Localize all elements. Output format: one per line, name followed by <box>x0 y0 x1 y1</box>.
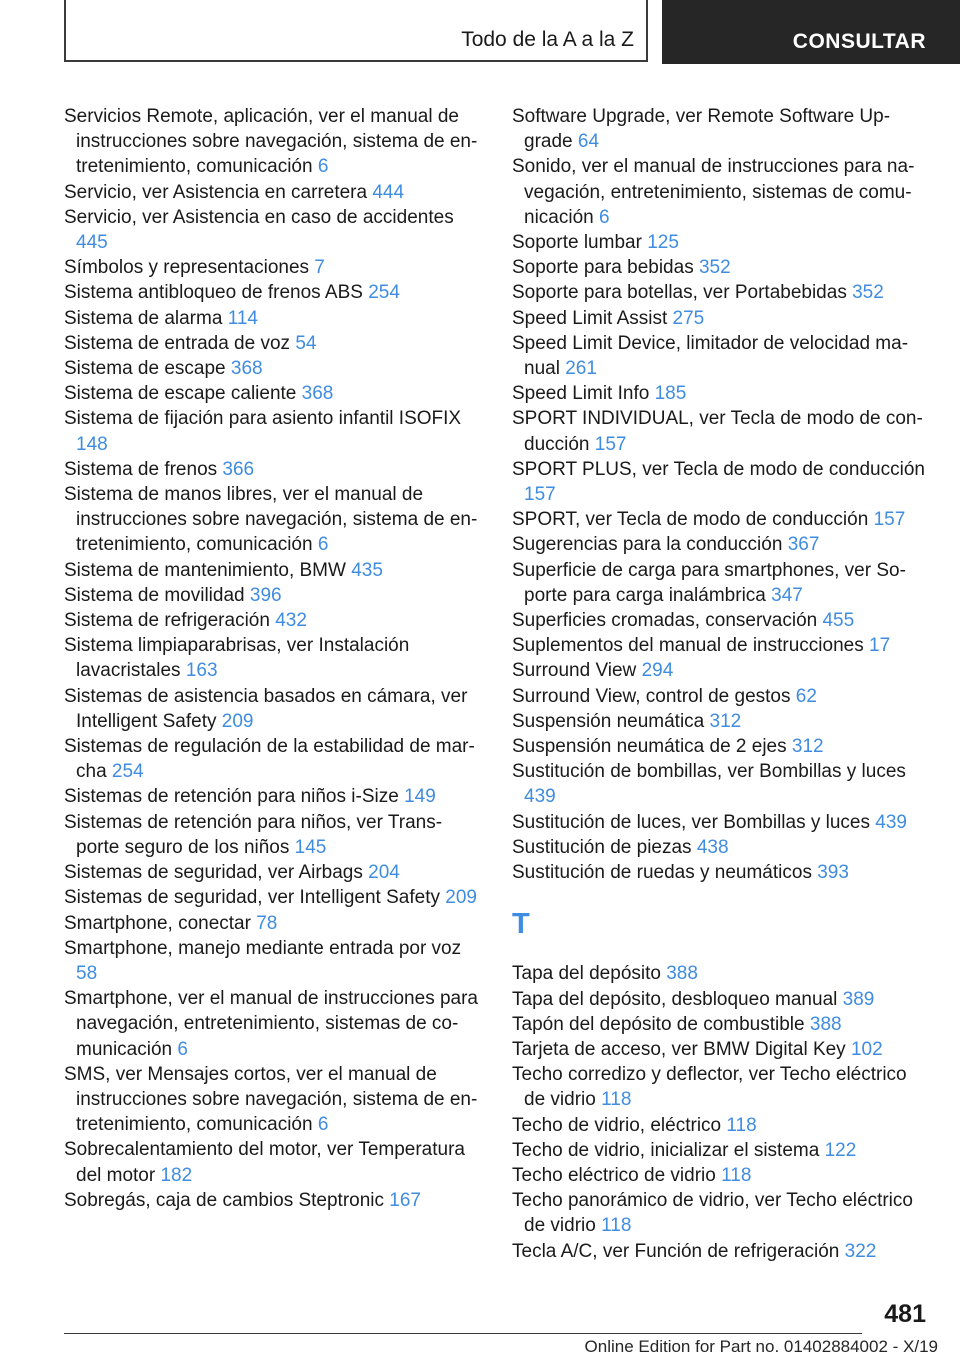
index-entry <box>512 331 930 381</box>
index-entry <box>512 759 930 809</box>
index-entry <box>512 1188 930 1238</box>
index-entry-text: Superficies cromadas, conservación <box>512 610 818 632</box>
page-reference-link[interactable]: 102 <box>850 1038 883 1060</box>
index-entry-text: Sustitución de bombillas, ver Bombillas y luces <box>512 761 906 783</box>
page-reference-link[interactable]: 78 <box>256 912 278 934</box>
page-reference-link[interactable]: 445 <box>76 232 108 254</box>
tab-a-to-z[interactable] <box>64 0 648 62</box>
index-entry <box>64 356 478 381</box>
index-entry-text: Sistema antibloqueo de frenos ABS <box>64 282 363 304</box>
index-entry <box>512 507 930 532</box>
index-entry-text: Sustitución de ruedas y neumáticos <box>512 862 812 884</box>
page-reference-link[interactable]: 438 <box>696 836 729 858</box>
page-reference-link[interactable]: 6 <box>317 1114 329 1136</box>
index-entry-text: Soporte lumbar <box>512 232 642 254</box>
index-entry-text: Servicios Remote, aplicación, ver el manual de instrucciones sobre navegación, sistema de entretenimiento, comunicación <box>64 106 478 178</box>
index-entry-text: Servicio, ver Asistencia en carretera <box>64 181 368 203</box>
page-reference-link[interactable]: 118 <box>726 1114 757 1136</box>
index-entry-text: Sistema limpiaparabrisas, ver Instalación lavacristales <box>64 635 410 682</box>
index-entry <box>512 306 930 331</box>
index-entry-text: SMS, ver Mensajes cortos, ver el manual de instrucciones sobre navegación, sistema de entretenimiento, comunicación <box>64 1063 478 1136</box>
index-entry-text: Símbolos y representaciones <box>64 257 310 279</box>
page-reference-link[interactable]: 54 <box>295 332 317 354</box>
page-reference-link[interactable]: 352 <box>852 282 884 304</box>
index-entry <box>512 381 930 406</box>
index-entry <box>64 280 478 305</box>
index-entry <box>64 255 478 280</box>
index-entry-text: Sistemas de regulación de la estabilidad de marcha <box>64 736 475 783</box>
index-entry <box>512 658 930 683</box>
index-entry-text: Software Upgrade, ver Remote Software Upgrade <box>512 106 891 153</box>
index-entry-text: Sustitución de luces, ver Bombillas y luces <box>512 811 870 833</box>
index-entry-text: Sistemas de seguridad, ver Airbags <box>64 862 363 884</box>
page-reference-link[interactable]: 347 <box>771 584 803 606</box>
index-entry <box>64 860 478 885</box>
index-entry-text: Sistema de mantenimiento, BMW <box>64 559 346 581</box>
page-reference-link[interactable]: 148 <box>76 433 108 455</box>
index-entry-text: Soporte para bebidas <box>512 257 694 279</box>
index-entry <box>512 1037 930 1062</box>
index-entry <box>512 987 930 1012</box>
page-reference-link[interactable]: 435 <box>351 559 383 581</box>
page-reference-link[interactable]: 114 <box>227 307 258 329</box>
page-reference-link[interactable]: 6 <box>317 534 329 556</box>
page-reference-link[interactable]: 6 <box>599 206 610 228</box>
index-entry-text: Techo panorámico de vidrio, ver Techo eléctrico de vidrio <box>512 1190 913 1237</box>
index-entry-text: Sistema de escape caliente <box>64 383 297 405</box>
page-reference-link[interactable]: 62 <box>795 685 817 707</box>
index-entry-text: Servicio, ver Asistencia en caso de accidentes <box>64 206 454 228</box>
page-reference-link[interactable]: 125 <box>647 232 679 254</box>
index-entry <box>64 331 478 356</box>
index-entry-text: Sistemas de retención para niños i-Size <box>64 786 399 808</box>
index-entry <box>64 104 478 180</box>
page-reference-link[interactable]: 322 <box>844 1240 877 1262</box>
index-entry-text: Suspensión neumática de 2 ejes <box>512 736 787 758</box>
index-entry <box>64 381 478 406</box>
index-entry <box>512 709 930 734</box>
index-entry-text: Techo corredizo y deflector, ver Techo eléctrico de vidrio <box>512 1064 907 1111</box>
index-entry-text: Speed Limit Assist <box>512 307 668 329</box>
page-reference-link[interactable]: 122 <box>824 1139 857 1161</box>
index-entry <box>64 306 478 331</box>
tab-consultar[interactable] <box>662 0 960 64</box>
page-reference-link[interactable]: 368 <box>301 383 334 405</box>
index-column-left <box>64 104 478 1213</box>
index-entry-text: Sistemas de asistencia basados en cámara, ver Intelligent Safety <box>64 685 468 732</box>
page-reference-link[interactable]: 439 <box>524 786 556 808</box>
index-entry-text: Surround View, control de gestos <box>512 685 791 707</box>
index-entry-text: Techo eléctrico de vidrio <box>512 1164 716 1186</box>
index-entry-text: Sistemas de seguridad, ver Intelligent Safety <box>64 887 440 909</box>
index-entry <box>512 1138 930 1163</box>
page-reference-link[interactable]: 182 <box>160 1164 193 1186</box>
index-entry <box>64 684 478 734</box>
index-entry <box>512 255 930 280</box>
index-entry-text: Sistemas de retención para niños, ver Transporte seguro de los niños <box>64 811 443 858</box>
page-reference-link[interactable]: 389 <box>842 988 875 1010</box>
page-reference-link[interactable]: 118 <box>601 1215 632 1237</box>
page-reference-link[interactable]: 209 <box>221 710 254 732</box>
page-reference-link[interactable]: 209 <box>445 887 477 909</box>
index-entry <box>512 961 930 986</box>
index-entry <box>512 406 930 456</box>
index-entry <box>64 608 478 633</box>
index-entry-text: Tapa del depósito, desbloqueo manual <box>512 988 838 1010</box>
page-reference-link[interactable]: 157 <box>524 484 556 506</box>
index-entry <box>512 457 930 507</box>
footer-edition-text: Online Edition for Part no. 01402884002 - X/19 <box>584 1337 938 1356</box>
index-entry <box>512 1012 930 1037</box>
page-reference-link[interactable]: 312 <box>709 710 742 732</box>
index-entry-text: Sonido, ver el manual de instrucciones para navegación, entretenimiento, sistemas de comunicación <box>512 156 915 228</box>
page-reference-link[interactable]: 64 <box>577 131 600 153</box>
index-entry <box>512 608 930 633</box>
page-reference-link[interactable]: 145 <box>294 836 327 858</box>
index-entry <box>64 558 478 583</box>
index-entry <box>64 633 478 683</box>
index-entry <box>512 684 930 709</box>
page-reference-link[interactable]: 204 <box>368 862 400 884</box>
index-entry-text: Smartphone, ver el manual de instrucciones para navegación, entretenimiento, sistemas de comunicación <box>64 988 479 1060</box>
page-reference-link[interactable]: 118 <box>721 1164 752 1186</box>
page-reference-link[interactable]: 7 <box>314 257 325 279</box>
page-reference-link[interactable]: 167 <box>389 1189 421 1211</box>
index-entry <box>512 1113 930 1138</box>
index-entry-text: Sistema de movilidad <box>64 584 245 606</box>
index-entry-text: Speed Limit Info <box>512 383 650 405</box>
index-column-right <box>512 104 930 1264</box>
footer-divider <box>64 1333 862 1334</box>
index-entry <box>512 154 930 230</box>
page-header <box>0 0 960 66</box>
index-entry-text: Sustitución de piezas <box>512 836 692 858</box>
index-entry-text: Sobrecalentamiento del motor, ver Temperatura del motor <box>64 1139 465 1186</box>
page-reference-link[interactable]: 444 <box>372 181 405 203</box>
page-reference-link[interactable]: 275 <box>672 307 705 329</box>
index-entry-text: Smartphone, manejo mediante entrada por voz <box>64 937 462 959</box>
tab-a-to-z-label: Todo de la A a la Z <box>461 28 634 51</box>
index-entry <box>64 784 478 809</box>
index-entry <box>64 482 478 558</box>
index-entry <box>512 734 930 759</box>
index-entry-text: Tarjeta de acceso, ver BMW Digital Key <box>512 1038 846 1060</box>
index-entry-text: SPORT, ver Tecla de modo de conducción <box>512 509 869 531</box>
page-reference-link[interactable]: 432 <box>275 610 307 632</box>
page-number: 481 <box>884 1300 926 1328</box>
index-entry <box>512 810 930 835</box>
page-reference-link[interactable]: 388 <box>809 1013 842 1035</box>
index-entry <box>64 180 478 205</box>
index-entry <box>64 986 478 1062</box>
index-entry <box>64 406 478 456</box>
index-entry <box>512 1163 930 1188</box>
page-reference-link[interactable]: 254 <box>111 761 144 783</box>
page-reference-link[interactable]: 393 <box>817 862 849 884</box>
index-entry <box>64 936 478 986</box>
index-entry <box>512 558 930 608</box>
index-entry-text: Techo de vidrio, inicializar el sistema <box>512 1139 820 1161</box>
index-entry-text: Surround View <box>512 660 637 682</box>
page-reference-link[interactable]: 312 <box>791 736 824 758</box>
index-entry-text: Sistema de escape <box>64 358 226 380</box>
index-entry-text: Tapón del depósito de combustible <box>512 1013 805 1035</box>
index-entry-text: Sistema de manos libres, ver el manual de instrucciones sobre navegación, sistema de entretenimiento, comunicación <box>64 484 478 556</box>
page-reference-link[interactable]: 17 <box>869 635 891 657</box>
index-entry-text: Smartphone, conectar <box>64 912 251 934</box>
page-reference-link[interactable]: 396 <box>249 584 282 606</box>
index-entry <box>64 205 478 255</box>
page-reference-link[interactable]: 6 <box>317 156 329 178</box>
index-entry <box>64 457 478 482</box>
page-reference-link[interactable]: 6 <box>177 1038 188 1060</box>
page-reference-link[interactable]: 149 <box>404 786 436 808</box>
page-reference-link[interactable]: 261 <box>565 358 597 380</box>
index-entry <box>64 734 478 784</box>
index-entry-text: Tecla A/C, ver Función de refrigeración <box>512 1240 840 1262</box>
index-entry <box>64 1137 478 1187</box>
page-reference-link[interactable]: 367 <box>787 534 820 556</box>
page-reference-link[interactable]: 58 <box>76 962 98 984</box>
page-reference-link[interactable]: 118 <box>601 1089 632 1111</box>
index-entry <box>512 1062 930 1112</box>
index-entry <box>512 1239 930 1264</box>
index-entry-text: Sistema de alarma <box>64 307 223 329</box>
index-entry-text: Tapa del depósito <box>512 963 661 985</box>
index-entry-text: Sistema de frenos <box>64 458 218 480</box>
tab-consultar-label: CONSULTAR <box>792 30 926 53</box>
page-reference-link[interactable]: 368 <box>230 358 263 380</box>
index-entry <box>512 104 930 154</box>
index-entry <box>64 1062 478 1138</box>
index-entry <box>512 532 930 557</box>
index-entry <box>64 885 478 910</box>
index-entry-text: Sugerencias para la conducción <box>512 534 783 556</box>
index-entry-text: Sistema de entrada de voz <box>64 332 291 354</box>
index-entry <box>512 835 930 860</box>
index-entry <box>64 1188 478 1213</box>
page-reference-link[interactable]: 366 <box>222 458 255 480</box>
page-reference-link[interactable]: 254 <box>368 282 400 304</box>
index-entry <box>512 633 930 658</box>
index-entry-text: Soporte para botellas, ver Portabebidas <box>512 282 847 304</box>
index-entry-text: Superficie de carga para smartphones, ver Soporte para carga inalámbrica <box>512 559 906 606</box>
page-reference-link[interactable]: 388 <box>666 963 698 985</box>
index-entry-text: Speed Limit Device, limitador de velocidad manual <box>512 332 909 380</box>
index-entry <box>64 810 478 860</box>
index-entry <box>512 230 930 255</box>
index-entry-text: SPORT INDIVIDUAL, ver Tecla de modo de conducción <box>512 408 923 455</box>
page-reference-link[interactable]: 163 <box>185 660 218 682</box>
index-entry <box>512 280 930 305</box>
index-entry <box>64 911 478 936</box>
index-entry <box>64 583 478 608</box>
page-reference-link[interactable]: 185 <box>654 383 687 405</box>
page-reference-link[interactable]: 439 <box>875 811 907 833</box>
page-reference-link[interactable]: 352 <box>698 257 731 279</box>
index-entry-text: Sistema de fijación para asiento infantil ISOFIX <box>64 408 462 430</box>
index-entry-text: Suspensión neumática <box>512 710 705 732</box>
index-entry-text: Suplementos del manual de instrucciones <box>512 635 864 657</box>
page-reference-link[interactable]: 157 <box>873 509 906 531</box>
page-reference-link[interactable]: 157 <box>594 433 627 455</box>
page-reference-link[interactable]: 294 <box>641 660 674 682</box>
index-entry-text: Sobregás, caja de cambios Steptronic <box>64 1189 385 1211</box>
index-entry-text: Sistema de refrigeración <box>64 610 270 632</box>
section-heading-letter: T <box>512 908 530 941</box>
page-reference-link[interactable]: 455 <box>822 610 855 632</box>
index-entry <box>512 860 930 885</box>
index-entry-text: Techo de vidrio, eléctrico <box>512 1114 722 1136</box>
index-entry-text: SPORT PLUS, ver Tecla de modo de conducción <box>512 458 925 480</box>
